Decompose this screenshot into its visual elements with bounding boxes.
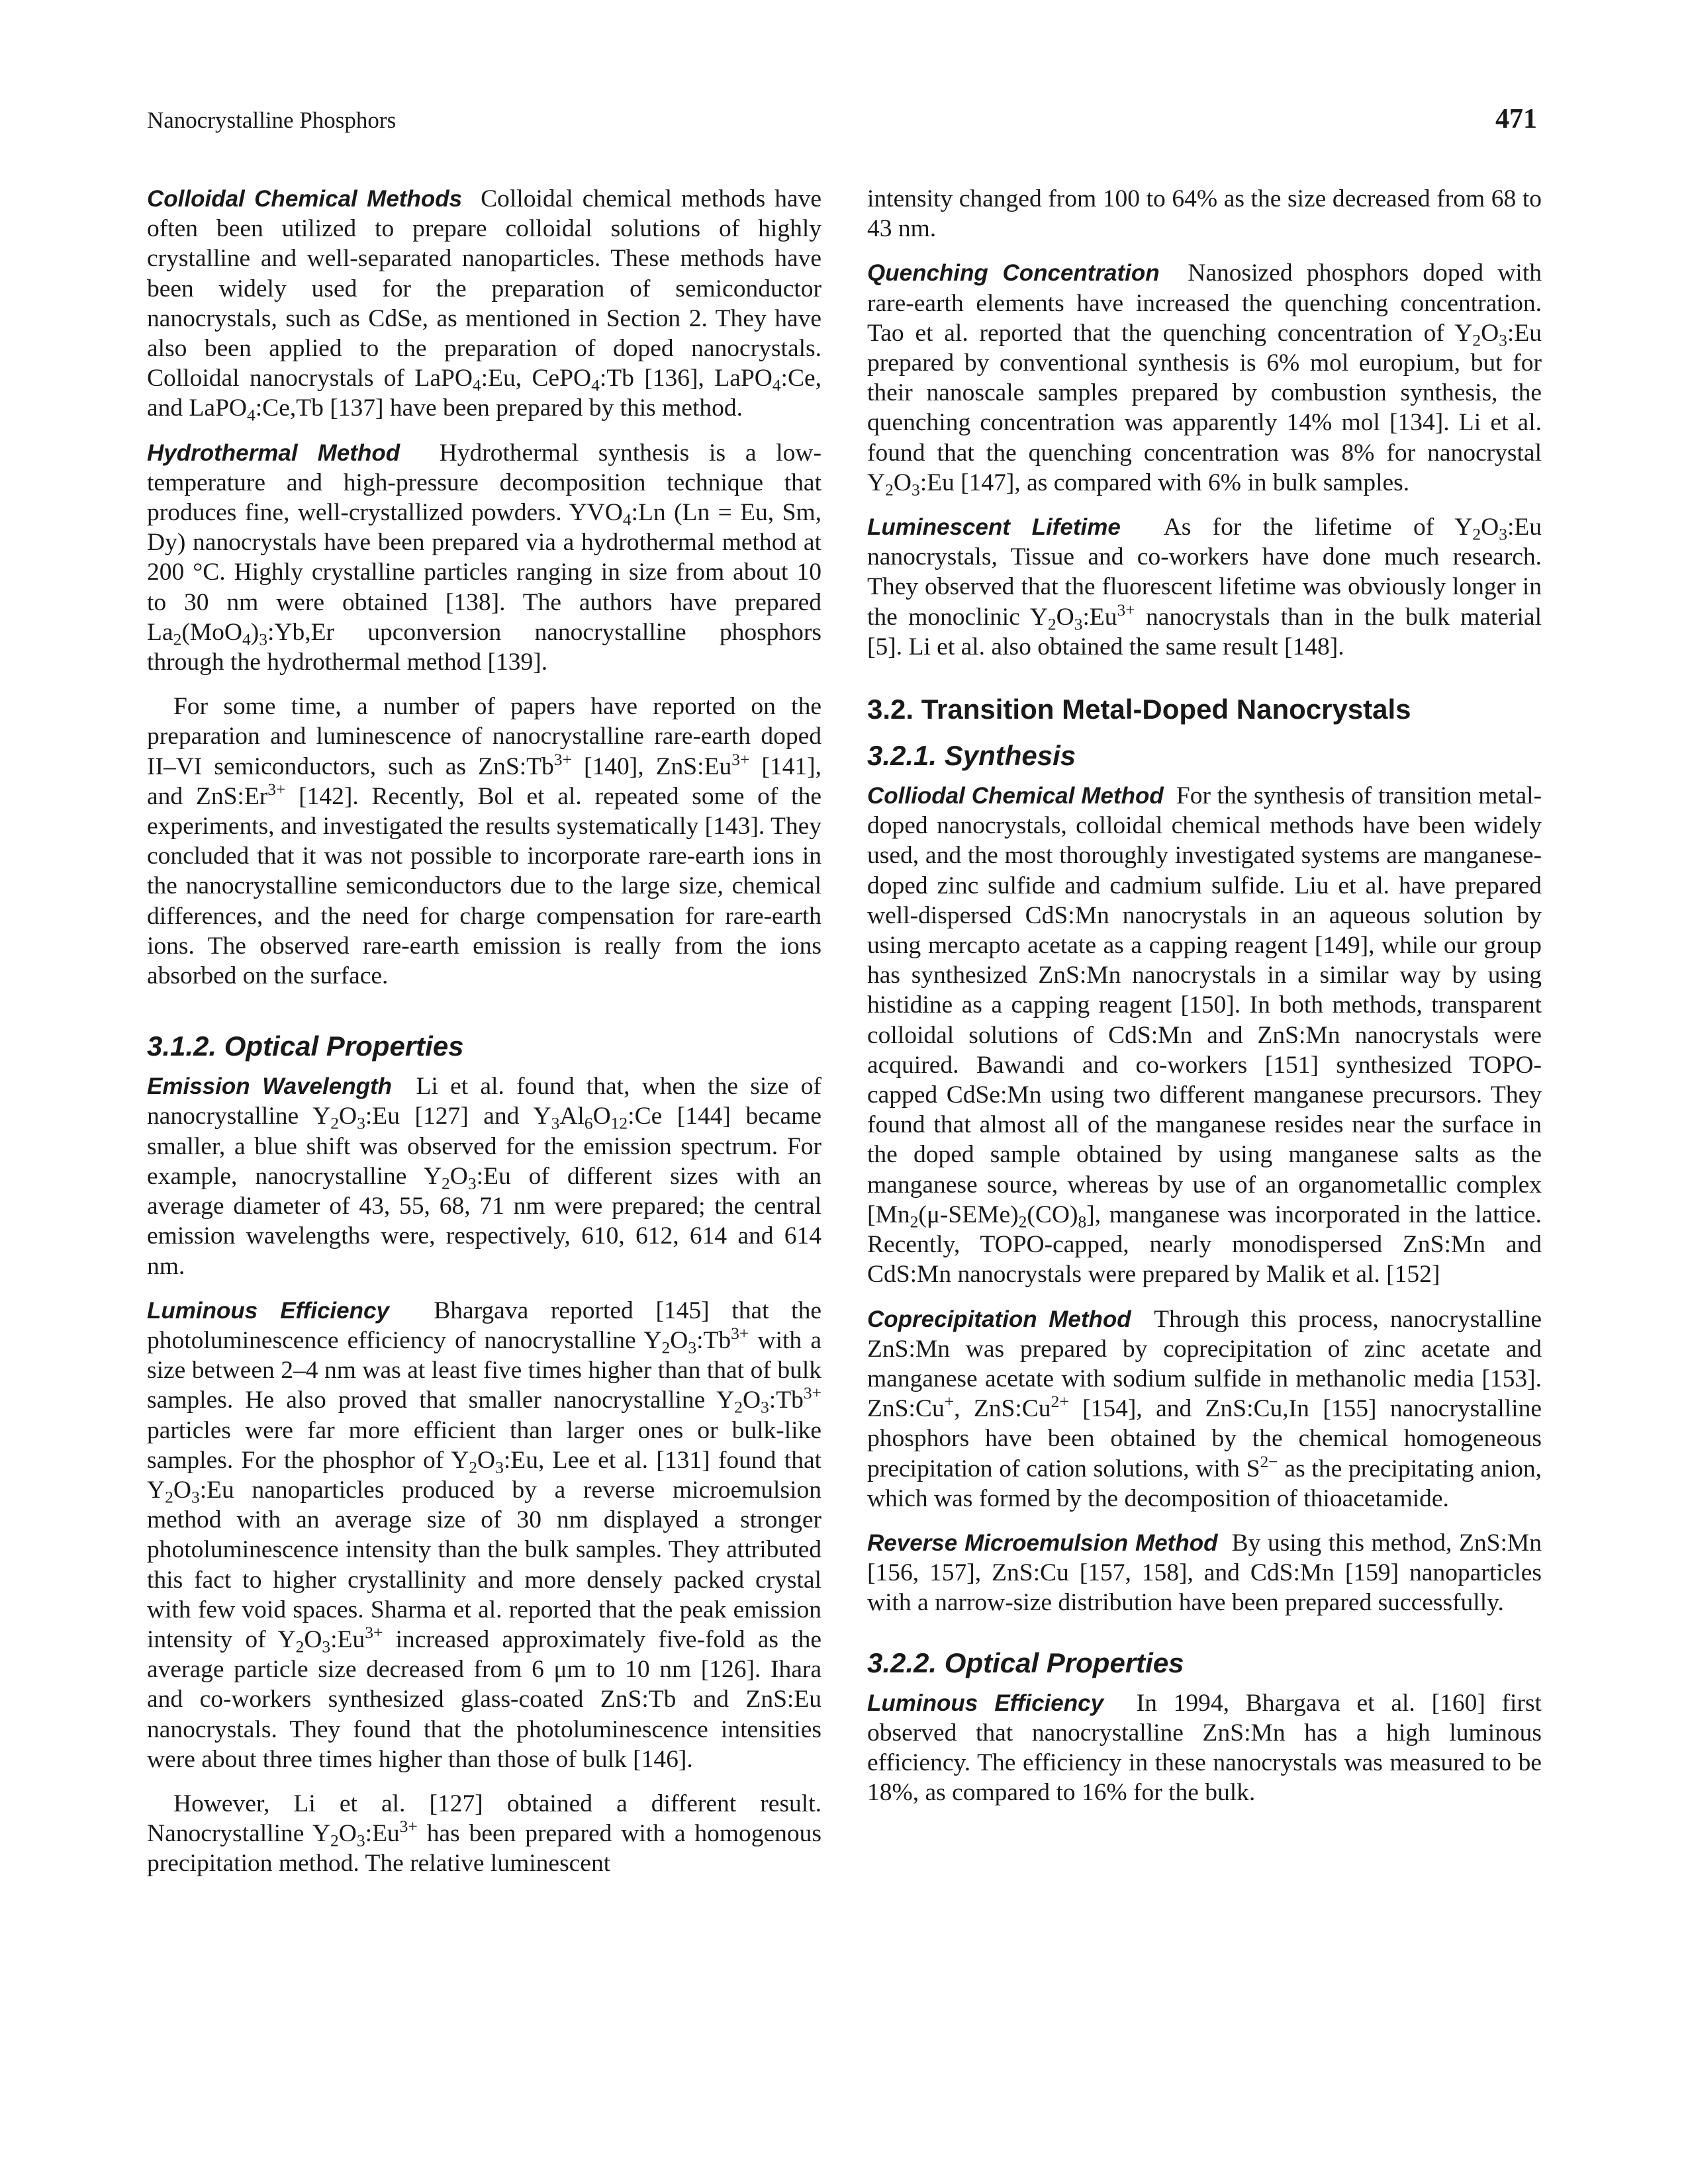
paragraph-emission-wavelength: Emission Wavelength Li et al. found that, when the size of nanocrystalline $Y_2O_3:Eu$ [127] and $Y_3Al_6O_{12}:Ce$ [144] became smaller, a blue shift was observed for the emission spectrum. For example, nanocrystalline $Y_2O_3:Eu$ of different sizes with an average diameter of 43, 55, 68, 71 nm were prepared; the central emission wavelengths were, respectively, 610, 612, 614 and 614 nm. xyxy=(147,1073,822,1280)
paragraph-coprecipitation-method: Coprecipitation Method Through this process, nanocrystalline ZnS:Mn was prepared by coprecipitation of zinc acetate and manganese acetate with sodium sulfide in methanolic media [153]. ZnS:Cu+, $ZnS:Cu^{2+}$ [154], and ZnS:Cu,In [155] nanocrystalline phosphors have been obtained by the chemical homogeneous precipitation of cation solutions, with $S^{2-}$ as the precipitating anion, which was formed by the decomposition of thioacetamide. xyxy=(867,1305,1542,1512)
run-in-heading: Luminous Efficiency xyxy=(867,1690,1104,1716)
paragraph-intensity-continued: intensity changed from 100 to 64% as the size decreased from 68 to 43 nm. xyxy=(867,185,1542,243)
section-heading-3-1-2: 3.1.2. Optical Properties xyxy=(147,1030,464,1062)
running-head: Nanocrystalline Phosphors xyxy=(147,107,397,133)
paragraph-luminous-efficiency-zns-mn: Luminous Efficiency In 1994, Bhargava et al. [160] first observed that nanocrystalline ZnS:Mn has a high luminous efficiency. The efficiency in these nanocrystals was measured to be 18%, as compared to 16% for the bulk. xyxy=(867,1689,1542,1807)
paragraph-luminous-efficiency: Luminous Efficiency Bhargava reported [145] that the photoluminescence efficiency of nanocrystalline $Y_2O_3:Tb^{3+}$ with a size between 2–4 nm was at least five times higher than that of bulk samples. He also proved that smaller nanocrystalline $Y_2O_3:Tb^{3+}$ particles were far more efficient than larger ones or bulk-like samples. For the phosphor of $Y_2O_3:Eu$, Lee et al. [131] found that $Y_2O_3:Eu$ nanoparticles produced by a reverse microemulsion method with an average size of 30 nm displayed a stronger photoluminescence intensity than the bulk samples. They attributed this fact to higher crystallinity and more densely packed crystal with few void spaces. Sharma et al. reported that the peak emission intensity of $Y_2O_3:Eu^{3+}$ increased approximately five-fold as the average particle size decreased from 6 μm to 10 nm [126]. Ihara and co-workers synthesized glass-coated ZnS:Tb and ZnS:Eu nanocrystals. They found that the photoluminescence intensities were about three times higher than those of bulk [146]. xyxy=(147,1297,822,1773)
paragraph-colloidal-chemical-methods: Colloidal Chemical Methods Colloidal chemical methods have often been utilized to prepare colloidal solutions of highly crystalline and well-separated nanoparticles. These methods have been widely used for the preparation of semiconductor nanocrystals, such as CdSe, as mentioned in Section 2. They have also been applied to the preparation of doped nanocrystals. Colloidal nanocrystals of LaPO$_4$:Eu, CePO$_4$:Tb [136], LaPO$_4$:Ce, and LaPO$_4$:Ce,Tb [137] have been prepared by this method. xyxy=(147,185,822,426)
left-column xyxy=(147,184,821,1893)
paragraph-quenching-concentration: Quenching Concentration Nanosized phosphors doped with rare-earth elements have increased the quenching concentration. Tao et al. reported that the quenching concentration of $Y_2O_3:Eu$ prepared by conventional synthesis is 6% mol europium, but for their nanoscale samples prepared by combustion synthesis, the quenching concentration was apparently 14% mol [134]. Li et al. found that the quenching concentration was 8% for nanocrystal $Y_2O_3:Eu$ [147], as compared with 6% in bulk samples. xyxy=(867,259,1542,500)
run-in-heading: Colliodal Chemical Method xyxy=(867,783,1164,809)
section-heading-3-2: 3.2. Transition Metal-Doped Nanocrystals xyxy=(867,694,1411,725)
run-in-heading: Reverse Microemulsion Method xyxy=(867,1529,1218,1556)
paragraph-hydrothermal-method: Hydrothermal Method Hydrothermal synthesis is a low-temperature and high-pressure decomposition technique that produces fine, well-crystallized powders. $YVO_4:Ln$ (Ln = Eu, Sm, Dy) nanocrystals have been prepared via a hydrothermal method at 200 °C. Highly crystalline particles ranging in size from about 10 to 30 nm were obtained [138]. The authors have prepared $La_2(MoO_4)_3:Yb,Er$ upconversion nanocrystalline phosphors through the hydrothermal method [139]. xyxy=(147,439,821,676)
section-heading-3-2-2: 3.2.2. Optical Properties xyxy=(867,1647,1184,1678)
run-in-heading: Luminous Efficiency xyxy=(147,1297,389,1324)
paragraph-however-li: However, Li et al. [127] obtained a different result. Nanocrystalline $Y_2O_3:Eu^{3+}$ has been prepared with a homogenous precipitation method. The relative luminescent xyxy=(147,1790,822,1878)
paragraph-luminescent-lifetime: Luminescent Lifetime As for the lifetime of $Y_2O_3:Eu$ nanocrystals, Tissue and co-workers have done much research. They observed that the fluorescent lifetime was obviously longer in the monoclinic $Y_2O_3:Eu^{3+}$ nanocrystals than in the bulk material [5]. Li et al. also obtained the same result [148]. xyxy=(867,514,1542,660)
run-in-heading: Hydrothermal Method xyxy=(147,439,400,466)
paragraph-reverse-microemulsion: Reverse Microemulsion Method By using this method, ZnS:Mn [156, 157], ZnS:Cu [157, 158], and CdS:Mn [159] nanoparticles with a narrow-size distribution have been prepared successfully. xyxy=(867,1529,1542,1617)
page-number: 471 xyxy=(1495,104,1537,134)
paragraph-rare-earth-ii-vi: For some time, a number of papers have reported on the preparation and luminescence of nanocrystalline rare-earth doped II–VI semiconductors, such as $ZnS:Tb^{3+}$ [140], $ZnS:Eu^{3+}$ [141], and $ZnS:Er^{3+}$ [142]. Recently, Bol et al. repeated some of the experiments, and investigated the results systematically [143]. They concluded that it was not possible to incorporate rare-earth ions in the nanocrystalline semiconductors due to the large size, chemical differences, and the need for charge compensation for rare-earth ions. The observed rare-earth emission is really from the ions absorbed on the surface. xyxy=(147,693,821,990)
section-heading-3-2-1: 3.2.1. Synthesis xyxy=(867,740,1076,772)
run-in-heading: Luminescent Lifetime xyxy=(867,514,1121,541)
run-in-heading: Quenching Concentration xyxy=(867,260,1160,287)
run-in-heading: Emission Wavelength xyxy=(147,1073,392,1100)
paragraph-colliodal-chemical-method: Colliodal Chemical Method For the synthesis of transition metal-doped nanocrystals, colloidal chemical methods have been widely used, and the most thoroughly investigated systems are manganese-doped zinc sulfide and cadmium sulfide. Liu et al. have prepared well-dispersed CdS:Mn nanocrystals in an aqueous solution by using mercapto acetate as a capping reagent [149], while our group has synthesized ZnS:Mn nanocrystals in a similar way by using histidine as a capping reagent [150]. In both methods, transparent colloidal solutions of CdS:Mn and ZnS:Mn nanocrystals were acquired. Bawandi and co-workers [151] synthesized TOPO-capped CdSe:Mn using two different manganese precursors. They found that almost all of the manganese resides near the surface in the doped sample obtained by using manganese salts as the manganese source, whereas by use of an organometallic complex $[Mn_2(\mu-SEMe)_2(CO)_8]$, manganese was incorporated in the lattice. Recently, TOPO-capped, nearly monodispersed ZnS:Mn and CdS:Mn nanocrystals were prepared by Malik et al. [152] xyxy=(867,782,1542,1289)
right-column xyxy=(867,184,1542,1822)
run-in-heading: Coprecipitation Method xyxy=(867,1306,1131,1332)
run-in-heading: Colloidal Chemical Methods xyxy=(147,186,463,212)
